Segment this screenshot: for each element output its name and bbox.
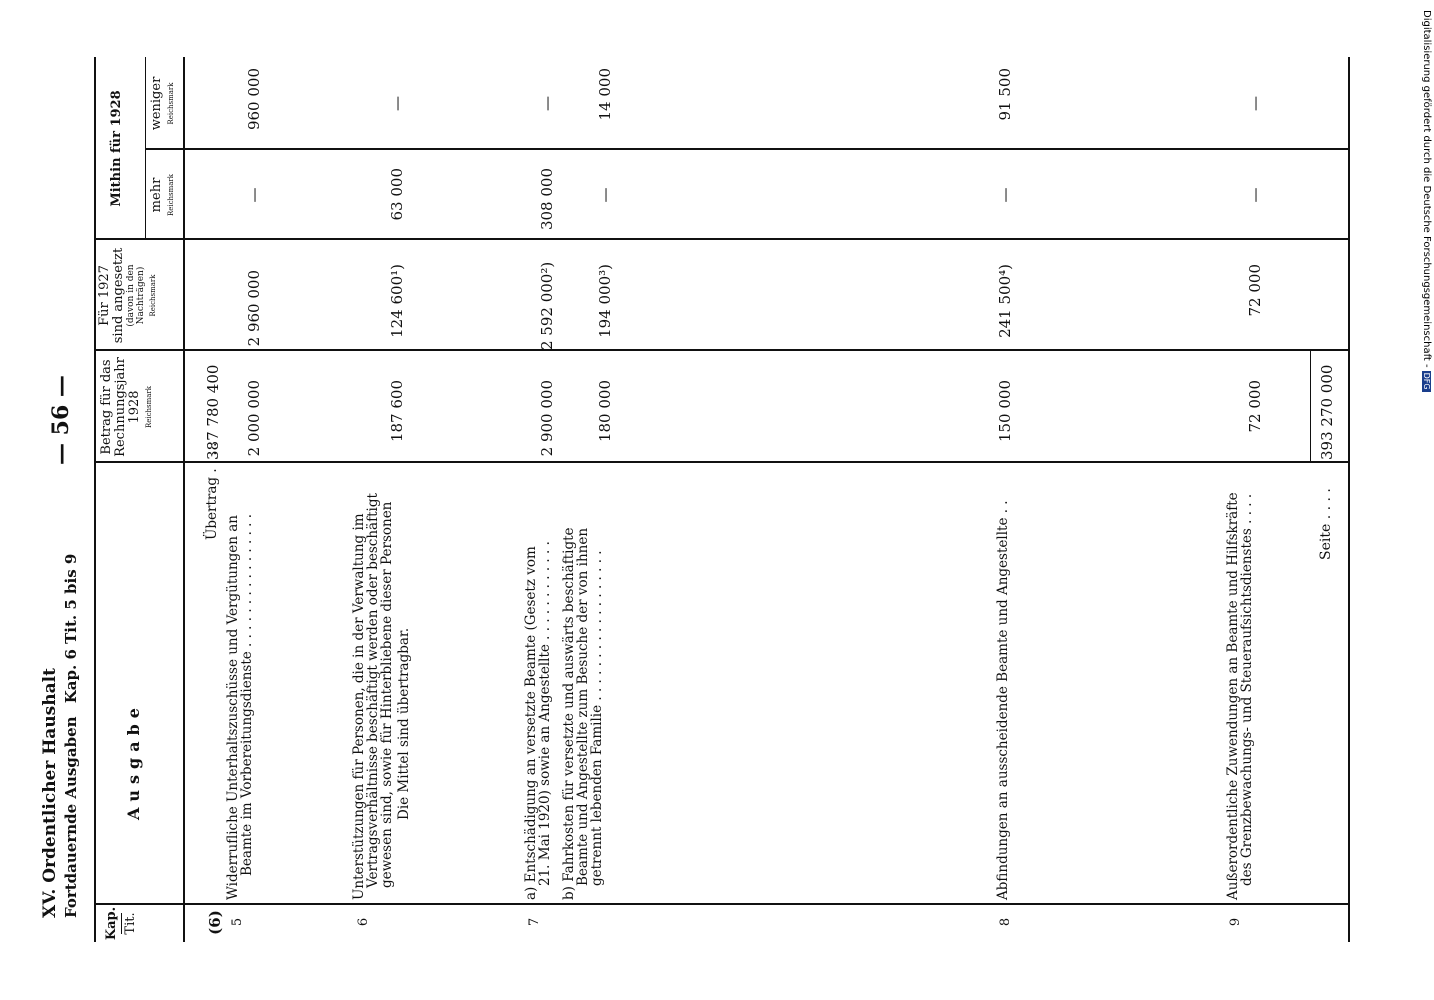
- weniger-label: weniger: [149, 76, 164, 131]
- betrag-tit-7a: 2 900 000: [538, 380, 556, 457]
- f1927-tit-5: 2 960 000: [245, 270, 263, 347]
- uebertrag-value: 387 780 400: [204, 364, 222, 460]
- mehr-tit-6: 63 000: [388, 168, 406, 221]
- desc-line: b) Fahrkosten für versetzte und auswärts beschäftigte: [561, 527, 577, 900]
- weniger-tit-9: —: [1246, 96, 1264, 111]
- subtitle: [62, 554, 80, 918]
- tit-5: 5: [230, 917, 245, 927]
- mithin-sub-rule: [145, 57, 146, 240]
- mehr-tit-5: —: [245, 187, 263, 203]
- f1927-tit-6: 124 600¹): [388, 264, 406, 338]
- desc-line: Unterstützungen für Personen, die in der Verwaltung im: [351, 513, 367, 900]
- mehr-tit-8: —: [996, 187, 1014, 203]
- desc-line: Widerrufliche Unterhaltszuschüsse und Vergütungen an: [225, 514, 241, 900]
- col-header-mehr: [150, 150, 178, 240]
- betrag-unit: Reichsmark: [145, 385, 153, 429]
- header-bottom-rule: [183, 57, 185, 942]
- mehr-tit-7a: 308 000: [538, 168, 556, 231]
- desc-tit-7b: [562, 527, 604, 900]
- betrag-tit-7b: 180 000: [596, 380, 614, 443]
- desc-line: gewesen sind, sowie für Hinterbliebene dieser Personen: [379, 501, 395, 888]
- desc-tit-6: [352, 493, 411, 900]
- col-sep-kap: [94, 903, 1350, 905]
- f1927-line1: Für 1927: [97, 265, 112, 326]
- betrag-line1: Betrag für das: [99, 359, 114, 455]
- desc-tit-7a: [524, 541, 552, 900]
- weniger-tit-8: 91 500: [996, 68, 1014, 121]
- weniger-tit-7a: —: [538, 96, 556, 111]
- betrag-tit-8: 150 000: [996, 380, 1014, 443]
- f1927-tit-7a: 2 592 000²): [538, 261, 556, 350]
- col-sep-mehr: [145, 148, 1350, 150]
- betrag-tit-9: 72 000: [1246, 380, 1264, 433]
- betrag-line2: Rechnungsjahr: [113, 357, 128, 457]
- kap-reference: Kap. 6 Tit. 5 bis 9: [62, 553, 80, 704]
- mehr-tit-7b: —: [596, 187, 614, 203]
- table-top-rule: [94, 57, 96, 942]
- tit-6: 6: [356, 917, 371, 927]
- betrag-tit-6: 187 600: [388, 380, 406, 443]
- desc-line: des Grenzbewachungs- und Steueraufsichtsdienstes . . . .: [1239, 493, 1255, 886]
- desc-line: 21. Mai 1920) sowie an Angestellte . . . . . . . . . . . .: [537, 541, 553, 886]
- subtitle-text: Fortdauernde Ausgaben: [62, 716, 80, 918]
- table-bottom-rule: [1348, 57, 1350, 942]
- kap-label: Kap.: [104, 906, 119, 941]
- desc-line: Außerordentliche Zuwendungen an Beamte und Hilfskräfte: [1225, 492, 1241, 900]
- seite-total: 393 270 000: [1318, 364, 1336, 460]
- mehr-label: mehr: [149, 177, 164, 213]
- f1927-line3: (davon in den: [126, 264, 136, 327]
- weniger-tit-7b: 14 000: [596, 68, 614, 121]
- kap-tit-divider: [121, 913, 122, 934]
- f1927-tit-7b: 194 000³): [596, 264, 614, 338]
- desc-line: getrennt lebenden Familie . . . . . . . . . . . . . . . . . .: [589, 550, 605, 886]
- page-number: — 56 —: [48, 375, 74, 465]
- desc-tit-9: [1226, 492, 1254, 900]
- col-sep-betrag: [94, 349, 1350, 351]
- tit-9: 9: [1228, 917, 1243, 927]
- desc-line: Die Mittel sind übertragbar.: [396, 627, 412, 820]
- desc-line: Beamte und Angestellte zum Besuche der von ihnen: [575, 527, 591, 886]
- col-header-betrag: [100, 351, 156, 463]
- mehr-unit: Reichsmark: [167, 173, 175, 217]
- col-sep-ausgabe: [94, 461, 1350, 463]
- f1927-tit-9: 72 000: [1246, 264, 1264, 317]
- tit-7: 7: [527, 917, 542, 927]
- betrag-line3: 1928: [127, 390, 142, 424]
- seite-total-rule: [1310, 351, 1311, 463]
- kap-number: (6): [206, 910, 224, 935]
- mehr-tit-9: —: [1246, 187, 1264, 203]
- desc-line: Beamte im Vorbereitungsdienste . . . . . . . . . . . . . . . .: [239, 513, 255, 876]
- desc-line: a) Entschädigung an versetzte Beamte (Gesetz vom: [523, 546, 539, 900]
- dfg-logo: DFG: [1422, 372, 1431, 390]
- col-header-mithin: Mithin für 1928: [109, 90, 124, 207]
- f1927-line2: sind angesetzt: [111, 247, 126, 344]
- desc-line: Abfindungen an ausscheidende Beamte und Angestellte . .: [995, 500, 1011, 900]
- credit-text: Digitalisierung gefördert durch die Deutsche Forschungsgemeinschaft -: [1421, 10, 1432, 368]
- weniger-tit-5: 960 000: [245, 68, 263, 131]
- desc-tit-5: [226, 514, 254, 900]
- desc-line: Vertragsverhältnisse beschäftigt werden oder beschäftigt: [365, 493, 381, 888]
- dfg-credit: [1421, 10, 1432, 392]
- seite-label: Seite . . . .: [1318, 488, 1334, 560]
- col-header-kap: [105, 905, 138, 942]
- col-header-weniger: [150, 57, 178, 150]
- f1927-unit: Reichsmark: [149, 274, 157, 317]
- betrag-tit-5: 2 000 000: [245, 380, 263, 457]
- tit-8: 8: [998, 917, 1013, 927]
- tit-label: Tit.: [123, 912, 138, 935]
- uebertrag-label: Übertrag . . . .: [204, 442, 220, 540]
- f1927-tit-8: 241 500⁴): [996, 264, 1014, 338]
- f1927-line4: Nachträgen): [136, 266, 146, 325]
- col-header-1927: [98, 240, 160, 351]
- col-header-ausgabe: Ausgabe: [124, 702, 143, 820]
- desc-tit-8: [996, 500, 1010, 900]
- col-sep-f1927: [94, 238, 1350, 240]
- chapter-title: XV. Ordentlicher Haushalt: [40, 668, 60, 918]
- weniger-tit-6: —: [388, 96, 406, 111]
- weniger-unit: Reichsmark: [167, 82, 175, 125]
